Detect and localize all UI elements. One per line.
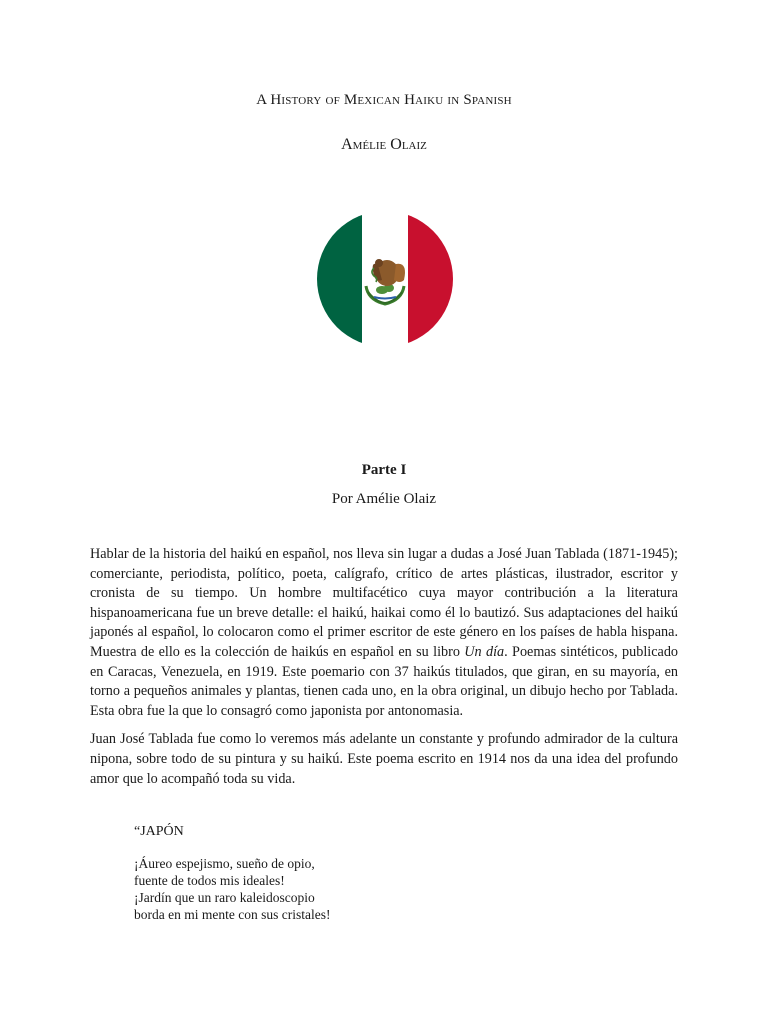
- poem-line-2: fuente de todos mis ideales!: [134, 873, 285, 888]
- poem-line-1: ¡Áureo espejismo, sueño de opio,: [134, 856, 315, 871]
- flag-green-stripe: [316, 210, 362, 348]
- paragraph-2: Juan José Tablada fue como lo veremos más adelante un constante y profundo admirador de la cultura nipona, sobre todo de su pintura y su haikú. Este poema escrito en 1914 nos da una idea del profundo amor que lo acompañó toda su vida.: [90, 731, 678, 787]
- paragraph-1: [90, 545, 678, 721]
- poem-line-4: borda en mi mente con sus cristales!: [134, 907, 331, 922]
- mexican-flag-emblem-icon: [316, 210, 454, 348]
- book-title: Un día: [464, 643, 505, 660]
- section-heading: Parte I: [361, 462, 407, 478]
- poem-line-3: ¡Jardín que un raro kaleidoscopio: [134, 890, 315, 905]
- poem-title: “JAPÓN: [134, 824, 184, 839]
- document-title: A History of Mexican Haiku in Spanish: [256, 92, 512, 108]
- flag-red-stripe: [408, 210, 454, 348]
- article-body: [90, 545, 678, 798]
- paragraph-1-text-b: . Poemas sintéticos, publicado en Caracas, Venezuela, en 1919. Este poemario con 37 haikús titulados, que giran, en su mayoría, en torno a pequeños animales y plantas, tienen cada uno, en la obra original, un dibujo hecho por Tablada. Esta obra fue la que lo consagró como japonista por antonomasia.: [90, 643, 679, 719]
- document-author: Amélie Olaiz: [341, 136, 427, 153]
- paragraph-1-text-a: Hablar de la historia del haikú en español, nos lleva sin lugar a dudas a José Juan Tablada (1871-1945); comerciante, periodista, político, poeta, calígrafo, crítico de artes plásticas, ilustrador, escritor y cronista de su tiempo. Un hombre multifacético cuya mayor contribución a la literatura hispanoamericana fue un breve detalle: el haikú, haikai como él lo bautizó. Sus adaptaciones del haikú japonés al español, lo colocaron como el primer escritor de este género en los países de habla hispana. Muestra de ello es la colección de haikús en español en su libro: [90, 546, 678, 660]
- section-byline: Por Amélie Olaiz: [331, 491, 437, 507]
- poem-block: [134, 823, 534, 923]
